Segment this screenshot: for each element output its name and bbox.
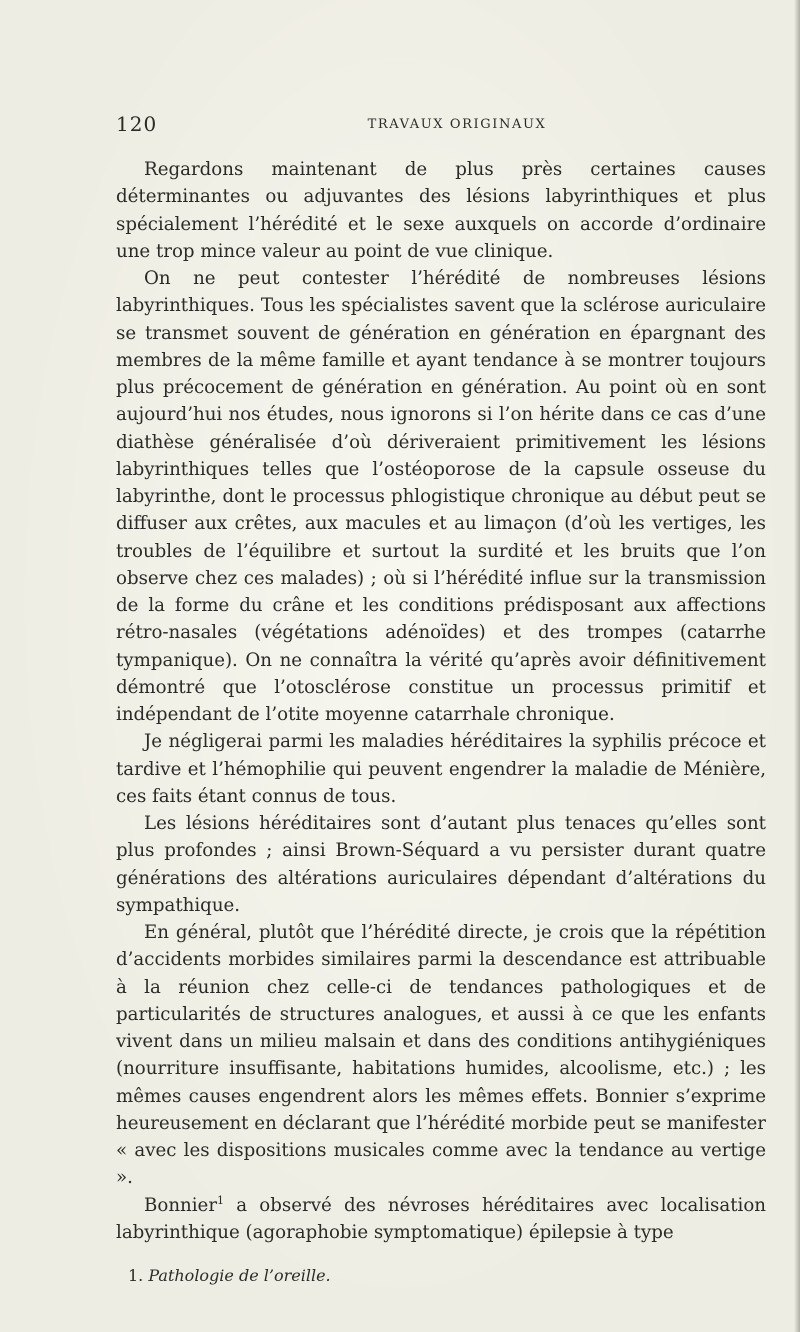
page-number: 120 <box>116 112 158 136</box>
footnote <box>128 1266 331 1285</box>
footnote-marker[interactable]: 1 <box>217 1193 225 1207</box>
body-text <box>116 156 766 1246</box>
paragraph-with-footnote <box>116 1192 766 1247</box>
author-name: Bonnier <box>144 1194 218 1216</box>
paragraph: Je négligerai parmi les maladies héréditaires la syphilis précoce et tardive et l’hémophilie qui peuvent engendrer la maladie de Ménière, ces faits étant connus de tous. <box>116 731 766 807</box>
paragraph-text: a observé des névroses héréditaires avec localisation labyrinthique (agoraphobie symptomatique) épilepsie à type <box>116 1194 766 1243</box>
page-header <box>116 112 770 140</box>
paragraph: Les lésions héréditaires sont d’autant plus tenaces qu’elles sont plus profondes ; ainsi Brown-Séquard a vu persister durant quatre générations des altérations auriculaires dépendant d’altérations du sympathique. <box>116 813 766 916</box>
running-head: TRAVAUX ORIGINAUX <box>367 117 547 132</box>
paragraph: On ne peut contester l’hérédité de nombreuses lésions labyrinthiques. Tous les spécialistes savent que la sclérose auriculaire se transmet souvent de génération en génération en épargnant des membres de la même famille et ayant tendance à se montrer toujours plus précocement de génération en génération. Au point où en sont aujourd’hui nos études, nous ignorons si l’on hérite dans ce cas d’une diathèse généralisée d’où dériveraient primitivement les lésions labyrinthiques telles que l’ostéoporose de la capsule osseuse du labyrinthe, dont le processus phlogistique chronique au début peut se diffuser aux crêtes, aux macules et au limaçon (d’où les vertiges, les troubles de l’équilibre et surtout la surdité et les bruits que l’on observe chez ces malades) ; où si l’hérédité influe sur la transmission de la forme du crâne et les conditions prédisposant aux affections rétro-nasales (végétations adénoïdes) et des trompes (catarrhe tympanique). On ne connaîtra la vérité qu’après avoir définitivement démontré que l’otosclérose constitue un processus primitif et indépendant de l’otite moyenne catarrhale chronique. <box>116 268 766 725</box>
paragraph: Regardons maintenant de plus près certaines causes déterminantes ou adjuvantes des lésions labyrinthiques et plus spécialement l’hérédité et le sexe auxquels on accorde d’ordinaire une trop mince valeur au point de vue clinique. <box>116 159 766 262</box>
footnote-number: 1. <box>128 1266 144 1285</box>
paragraph: En général, plutôt que l’hérédité directe, je crois que la répétition d’accidents morbides similaires parmi la descendance est attribuable à la réunion chez celle-ci de tendances pathologiques et de particularités de structures analogues, et aussi à ce que les enfants vivent dans un milieu malsain et dans des conditions antihygiéniques (nourriture insuffisante, habitations humides, alcoolisme, etc.) ; les mêmes causes engendrent alors les mêmes effets. Bonnier s’exprime heureusement en déclarant que l’hérédité morbide peut se manifester « avec les dispositions musicales comme avec la tendance au vertige ». <box>116 922 766 1189</box>
footnote-title: Pathologie de l’oreille. <box>148 1266 331 1285</box>
page-edge-shadow <box>794 0 800 1332</box>
